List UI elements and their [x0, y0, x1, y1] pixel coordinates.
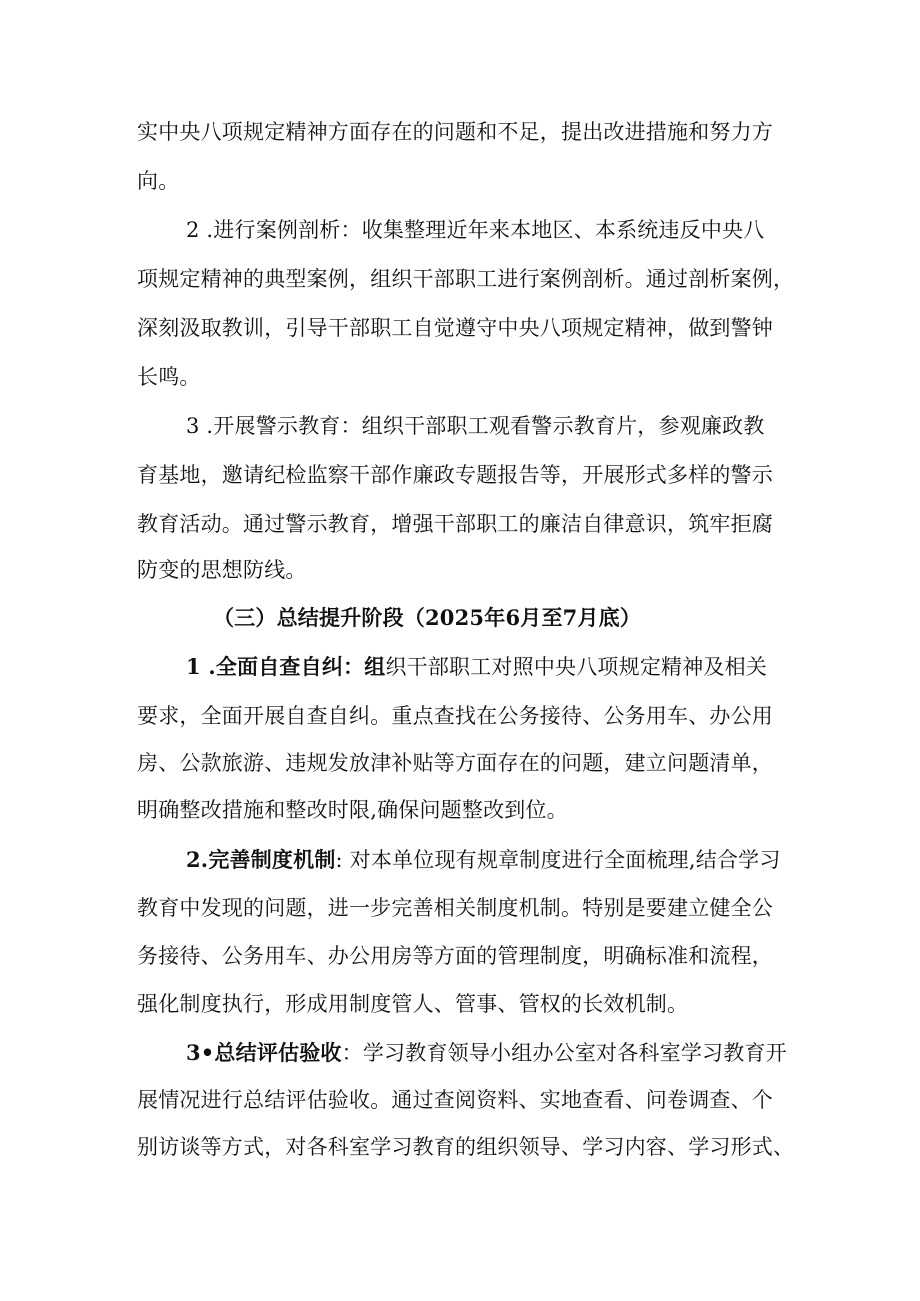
item-title: 3•总结评估验收 [186, 1040, 342, 1065]
paragraph-line: 深刻汲取教训，引导干部职工自觉遵守中央八项规定精神，做到警钟 [137, 316, 773, 340]
section-heading: （三）总结提升阶段（2025年6月至7月底） [213, 605, 642, 630]
paragraph-line: 教育活动。通过警示教育，增强干部职工的廉洁自律意识，筑牢拒腐 [137, 512, 773, 536]
paragraph-line: 房、公款旅游、违规发放津补贴等方面存在的问题，建立问题清单， [137, 751, 773, 775]
paragraph-line: 项规定精神的典型案例，组织干部职工进行案例剖析。通过剖析案例， [137, 267, 795, 291]
paragraph-line: 要求，全面开展自查自纠。重点查找在公务接待、公务用车、办公用 [137, 704, 773, 728]
item-text: 织干部职工对照中央八项规定精神及相关 [385, 655, 768, 679]
paragraph-line: 向。 [137, 169, 180, 193]
paragraph-line: 长鸣。 [137, 365, 201, 389]
paragraph-line [186, 652, 767, 682]
paragraph-line [186, 1038, 787, 1068]
paragraph-line: 防变的思想防线。 [137, 558, 307, 582]
paragraph-line: 3 .开展警示教育：组织干部职工观看警示教育片，参观廉政教 [186, 414, 765, 438]
item-title: 2.完善制度机制 [186, 847, 336, 872]
paragraph-line [186, 845, 781, 875]
paragraph-line: 强化制度执行，形成用制度管人、管事、管权的长效机制。 [137, 992, 689, 1016]
item-text: : 对本单位现有规章制度进行全面梳理,结合学习 [335, 848, 781, 872]
item-title: 1 .全面自查自纠：组 [186, 654, 386, 679]
paragraph-line: 务接待、公务用车、办公用房等方面的管理制度，明确标准和流程， [137, 944, 773, 968]
paragraph-line: 教育中发现的问题，进一步完善相关制度机制。特别是要建立健全公 [137, 896, 773, 920]
paragraph-line: 育基地，邀请纪检监察干部作廉政专题报告等，开展形式多样的警示 [137, 463, 773, 487]
paragraph-line: 2 .进行案例剖析：收集整理近年来本地区、本系统违反中央八 [186, 218, 765, 242]
paragraph-line: 别访谈等方式，对各科室学习教育的组织领导、学习内容、学习形式、 [137, 1135, 795, 1159]
paragraph-line: 明确整改措施和整改时限,确保问题整改到位。 [137, 798, 568, 822]
paragraph-line: 实中央八项规定精神方面存在的问题和不足，提出改进措施和努力方 [137, 120, 773, 144]
item-text: ：学习教育领导小组办公室对各科室学习教育开 [341, 1041, 787, 1065]
paragraph-line: 展情况进行总结评估验收。通过查阅资料、实地查看、问卷调查、个 [137, 1088, 773, 1112]
